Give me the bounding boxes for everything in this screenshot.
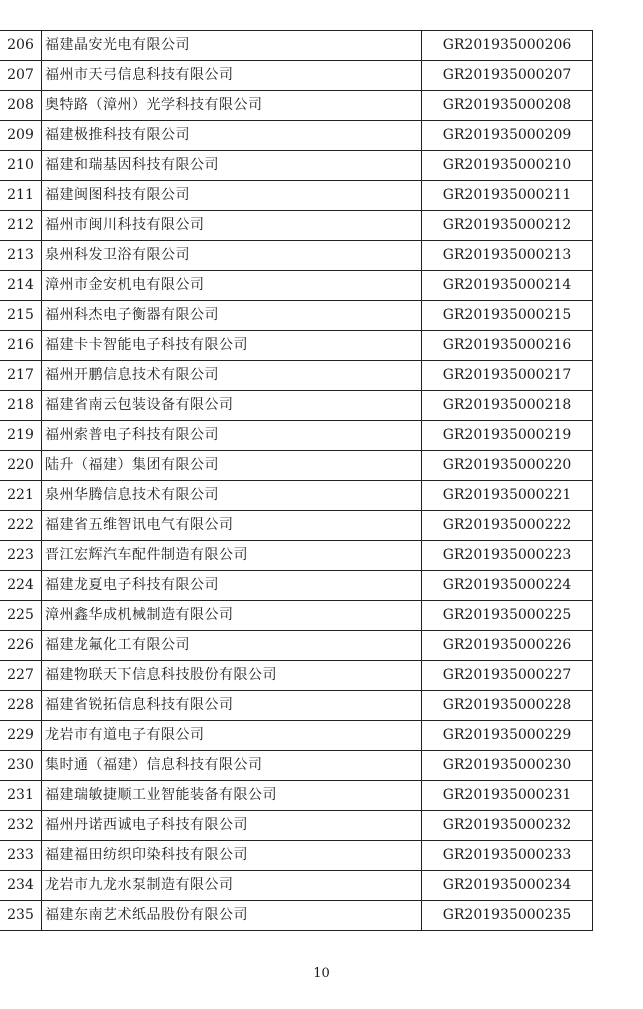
- certificate-code: GR201935000211: [422, 181, 593, 211]
- company-name: 陆升（福建）集团有限公司: [42, 451, 422, 481]
- certificate-code: GR201935000220: [422, 451, 593, 481]
- table-row: [0, 451, 593, 481]
- row-number: 220: [0, 451, 42, 481]
- certificate-code: GR201935000212: [422, 211, 593, 241]
- table-row: [0, 721, 593, 751]
- certificate-code: GR201935000226: [422, 631, 593, 661]
- page-number: 10: [313, 966, 330, 981]
- row-number: 209: [0, 121, 42, 151]
- table-row: [0, 631, 593, 661]
- row-number: 234: [0, 871, 42, 901]
- table-row: [0, 391, 593, 421]
- certificate-code: GR201935000223: [422, 541, 593, 571]
- table-row: [0, 181, 593, 211]
- certificate-code: GR201935000228: [422, 691, 593, 721]
- row-number: 211: [0, 181, 42, 211]
- company-name: 福建省五维智讯电气有限公司: [42, 511, 422, 541]
- company-name: 福州索普电子科技有限公司: [42, 421, 422, 451]
- table-row: [0, 151, 593, 181]
- company-name: 福建福田纺织印染科技有限公司: [42, 841, 422, 871]
- table-row: [0, 481, 593, 511]
- company-name: 龙岩市九龙水泵制造有限公司: [42, 871, 422, 901]
- row-number: 221: [0, 481, 42, 511]
- certificate-code: GR201935000214: [422, 271, 593, 301]
- company-name: 福州丹诺西诚电子科技有限公司: [42, 811, 422, 841]
- table-row: [0, 241, 593, 271]
- company-name: 泉州华腾信息技术有限公司: [42, 481, 422, 511]
- table-row: [0, 661, 593, 691]
- row-number: 223: [0, 541, 42, 571]
- company-name: 漳州市金安机电有限公司: [42, 271, 422, 301]
- company-name: 福建东南艺术纸品股份有限公司: [42, 901, 422, 931]
- company-name: 龙岩市有道电子有限公司: [42, 721, 422, 751]
- row-number: 218: [0, 391, 42, 421]
- company-name: 福州开鹏信息技术有限公司: [42, 361, 422, 391]
- certificate-code: GR201935000224: [422, 571, 593, 601]
- company-name: 福州市闽川科技有限公司: [42, 211, 422, 241]
- table-row: [0, 121, 593, 151]
- table-row: [0, 751, 593, 781]
- company-name: 福建卡卡智能电子科技有限公司: [42, 331, 422, 361]
- company-name: 福建晶安光电有限公司: [42, 31, 422, 61]
- row-number: 207: [0, 61, 42, 91]
- table-row: [0, 541, 593, 571]
- certificate-code: GR201935000232: [422, 811, 593, 841]
- certificate-code: GR201935000222: [422, 511, 593, 541]
- table-row: [0, 421, 593, 451]
- company-name: 福建和瑞基因科技有限公司: [42, 151, 422, 181]
- company-name: 晋江宏辉汽车配件制造有限公司: [42, 541, 422, 571]
- certificate-code: GR201935000234: [422, 871, 593, 901]
- certificate-code: GR201935000221: [422, 481, 593, 511]
- company-table: [0, 30, 593, 931]
- row-number: 229: [0, 721, 42, 751]
- certificate-code: GR201935000218: [422, 391, 593, 421]
- table-row: [0, 781, 593, 811]
- table-row: [0, 841, 593, 871]
- certificate-code: GR201935000225: [422, 601, 593, 631]
- certificate-code: GR201935000229: [422, 721, 593, 751]
- row-number: 227: [0, 661, 42, 691]
- table-row: [0, 871, 593, 901]
- company-table-body: [0, 31, 593, 931]
- table-row: [0, 301, 593, 331]
- row-number: 224: [0, 571, 42, 601]
- table-row: [0, 811, 593, 841]
- row-number: 233: [0, 841, 42, 871]
- table-row: [0, 571, 593, 601]
- company-table-container: [0, 30, 590, 931]
- certificate-code: GR201935000206: [422, 31, 593, 61]
- company-name: 泉州科发卫浴有限公司: [42, 241, 422, 271]
- company-name: 福建极推科技有限公司: [42, 121, 422, 151]
- company-name: 福建物联天下信息科技股份有限公司: [42, 661, 422, 691]
- company-name: 福建闽图科技有限公司: [42, 181, 422, 211]
- certificate-code: GR201935000235: [422, 901, 593, 931]
- row-number: 206: [0, 31, 42, 61]
- company-name: 奥特路（漳州）光学科技有限公司: [42, 91, 422, 121]
- table-row: [0, 211, 593, 241]
- row-number: 212: [0, 211, 42, 241]
- company-name: 福建龙夏电子科技有限公司: [42, 571, 422, 601]
- row-number: 216: [0, 331, 42, 361]
- row-number: 226: [0, 631, 42, 661]
- table-row: [0, 271, 593, 301]
- row-number: 215: [0, 301, 42, 331]
- certificate-code: GR201935000215: [422, 301, 593, 331]
- company-name: 漳州鑫华成机械制造有限公司: [42, 601, 422, 631]
- certificate-code: GR201935000207: [422, 61, 593, 91]
- row-number: 213: [0, 241, 42, 271]
- company-name: 福建省锐拓信息科技有限公司: [42, 691, 422, 721]
- certificate-code: GR201935000233: [422, 841, 593, 871]
- row-number: 217: [0, 361, 42, 391]
- row-number: 222: [0, 511, 42, 541]
- row-number: 225: [0, 601, 42, 631]
- table-row: [0, 691, 593, 721]
- table-row: [0, 601, 593, 631]
- table-row: [0, 31, 593, 61]
- company-name: 福建省南云包装设备有限公司: [42, 391, 422, 421]
- certificate-code: GR201935000219: [422, 421, 593, 451]
- table-row: [0, 361, 593, 391]
- certificate-code: GR201935000208: [422, 91, 593, 121]
- certificate-code: GR201935000230: [422, 751, 593, 781]
- row-number: 208: [0, 91, 42, 121]
- row-number: 214: [0, 271, 42, 301]
- certificate-code: GR201935000227: [422, 661, 593, 691]
- certificate-code: GR201935000210: [422, 151, 593, 181]
- row-number: 232: [0, 811, 42, 841]
- table-row: [0, 331, 593, 361]
- company-name: 福建龙氟化工有限公司: [42, 631, 422, 661]
- certificate-code: GR201935000231: [422, 781, 593, 811]
- certificate-code: GR201935000217: [422, 361, 593, 391]
- company-name: 福州科杰电子衡器有限公司: [42, 301, 422, 331]
- row-number: 210: [0, 151, 42, 181]
- row-number: 231: [0, 781, 42, 811]
- company-name: 集时通（福建）信息科技有限公司: [42, 751, 422, 781]
- company-name: 福州市天弓信息科技有限公司: [42, 61, 422, 91]
- certificate-code: GR201935000209: [422, 121, 593, 151]
- certificate-code: GR201935000216: [422, 331, 593, 361]
- row-number: 230: [0, 751, 42, 781]
- table-row: [0, 91, 593, 121]
- certificate-code: GR201935000213: [422, 241, 593, 271]
- row-number: 235: [0, 901, 42, 931]
- row-number: 228: [0, 691, 42, 721]
- table-row: [0, 901, 593, 931]
- company-name: 福建瑞敏捷顺工业智能装备有限公司: [42, 781, 422, 811]
- table-row: [0, 511, 593, 541]
- row-number: 219: [0, 421, 42, 451]
- table-row: [0, 61, 593, 91]
